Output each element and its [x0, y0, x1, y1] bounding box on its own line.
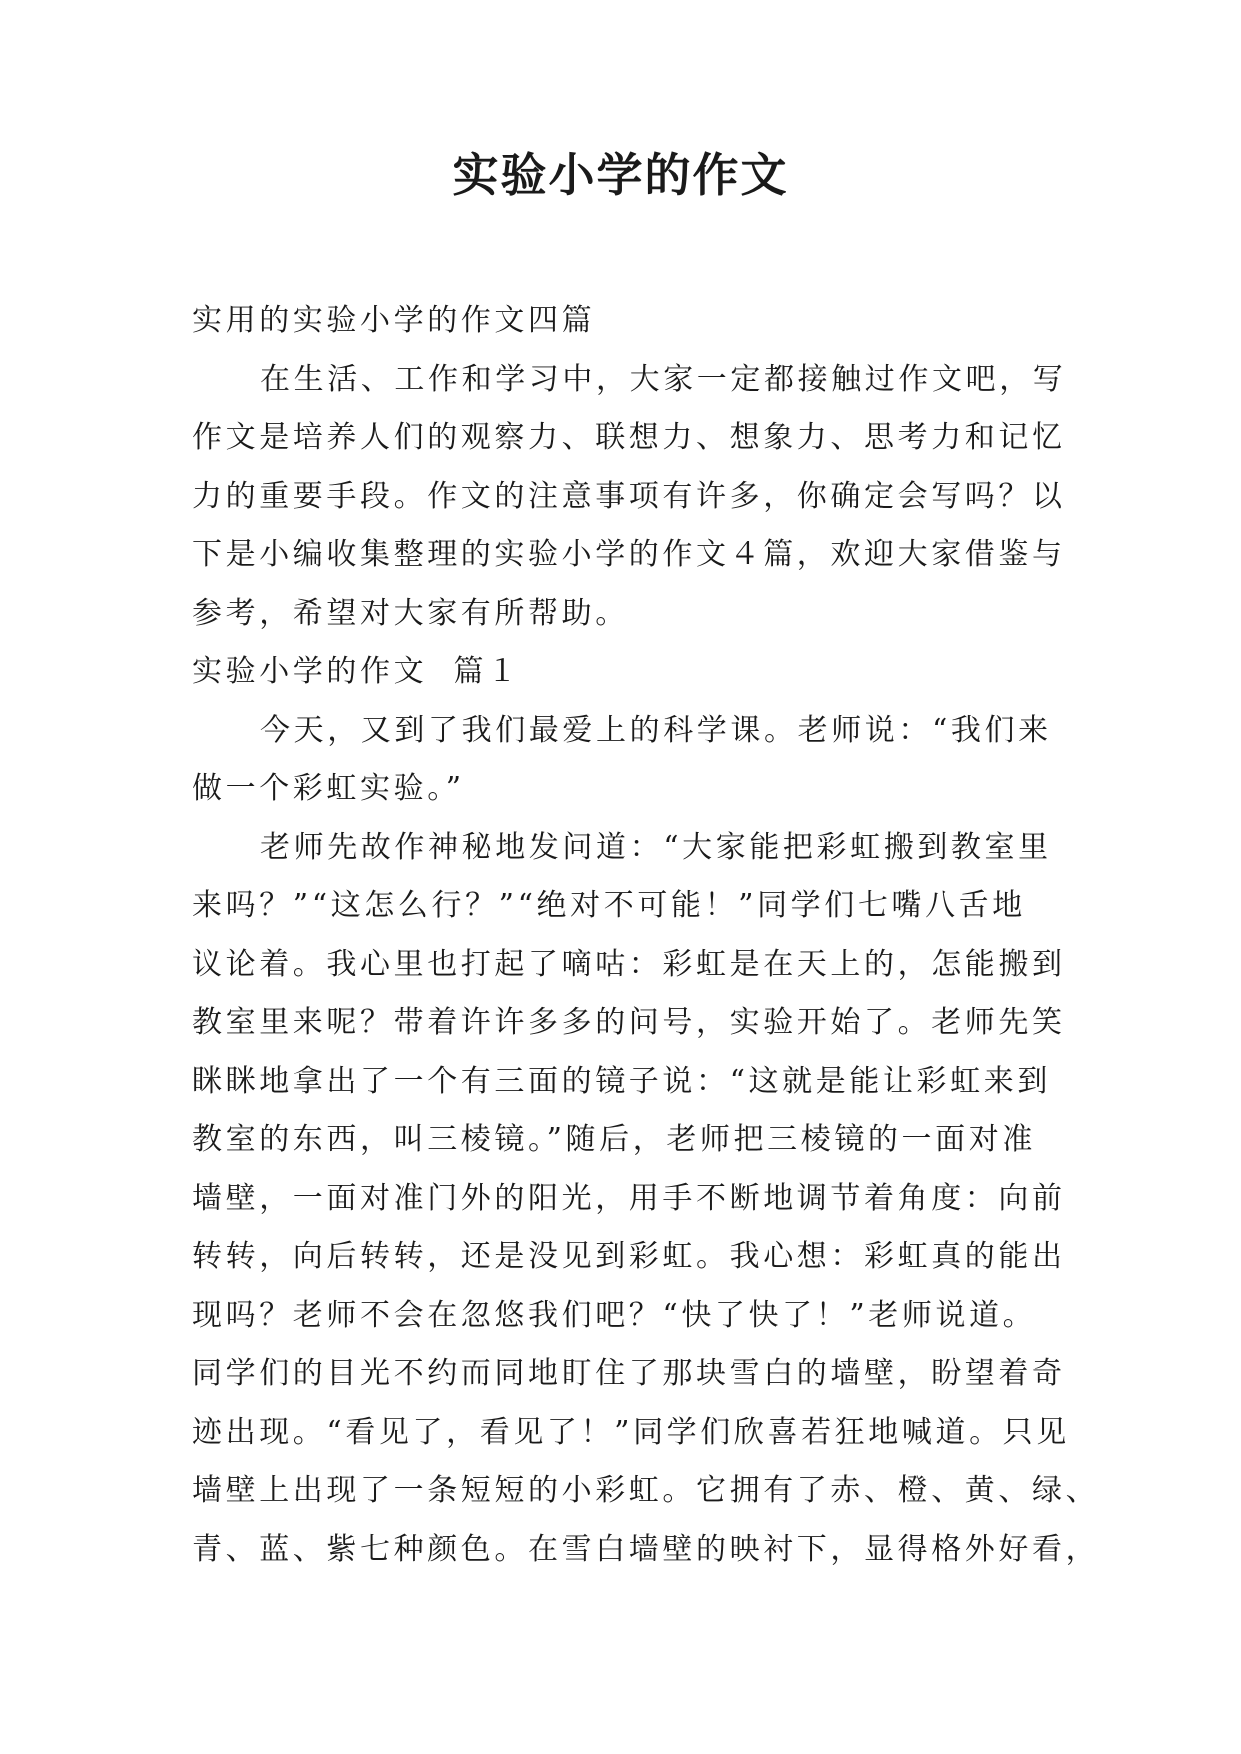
paragraph-line: 议论着。我心里也打起了嘀咕：彩虹是在天上的，怎能搬到 — [192, 946, 1066, 982]
document-title: 实验小学的作文 — [452, 148, 789, 202]
paragraph-line: 老师先故作神秘地发问道：“大家能把彩虹搬到教室里 — [260, 829, 1052, 865]
paragraph-line: 作文是培养人们的观察力、联想力、想象力、思考力和记忆 — [192, 420, 1066, 455]
paragraph-line: 力的重要手段。作文的注意事项有许多，你确定会写吗？以 — [192, 478, 1066, 514]
paragraph-line: 来吗？”“这怎么行？”“绝对不可能！”同学们七嘴八舌地 — [192, 888, 1026, 923]
paragraph-line: 教室的东西，叫三棱镜。”随后，老师把三棱镜的一面对准 — [192, 1122, 1036, 1157]
subtitle-line: 实用的实验小学的作文四篇 — [192, 303, 596, 338]
section-heading: 实验小学的作文 篇１ — [192, 654, 521, 689]
paragraph-line: 下是小编收集整理的实验小学的作文４篇，欢迎大家借鉴与 — [192, 537, 1066, 572]
paragraph-line: 现吗？老师不会在忽悠我们吧？“快了快了！”老师说道。 — [192, 1297, 1037, 1333]
document-body — [192, 292, 1100, 1579]
paragraph-line: 青、蓝、紫七种颜色。在雪白墙壁的映衬下，显得格外好看， — [192, 1531, 1100, 1567]
paragraph-line: 教室里来呢？带着许许多多的问号，实验开始了。老师先笑 — [192, 1005, 1066, 1040]
paragraph-line: 眯眯地拿出了一个有三面的镜子说：“这就是能让彩虹来到 — [192, 1063, 1051, 1099]
paragraph-line: 墙壁，一面对准门外的阳光，用手不断地调节着角度：向前 — [192, 1180, 1066, 1216]
paragraph-line: 迹出现。“看见了，看见了！”同学们欣喜若狂地喊道。只见 — [192, 1414, 1070, 1450]
paragraph-line: 参考，希望对大家有所帮助。 — [192, 595, 629, 631]
paragraph-line: 今天，又到了我们最爱上的科学课。老师说：“我们来 — [260, 712, 1052, 748]
paragraph-line: 同学们的目光不约而同地盯住了那块雪白的墙壁，盼望着奇 — [192, 1356, 1066, 1391]
paragraph-line: 转转，向后转转，还是没见到彩虹。我心想：彩虹真的能出 — [192, 1239, 1066, 1274]
paragraph-line: 做一个彩虹实验。” — [192, 771, 465, 806]
paragraph-line: 在生活、工作和学习中，大家一定都接触过作文吧，写 — [260, 361, 1067, 397]
paragraph-line: 墙壁上出现了一条短短的小彩虹。它拥有了赤、橙、黄、绿、 — [192, 1473, 1100, 1508]
